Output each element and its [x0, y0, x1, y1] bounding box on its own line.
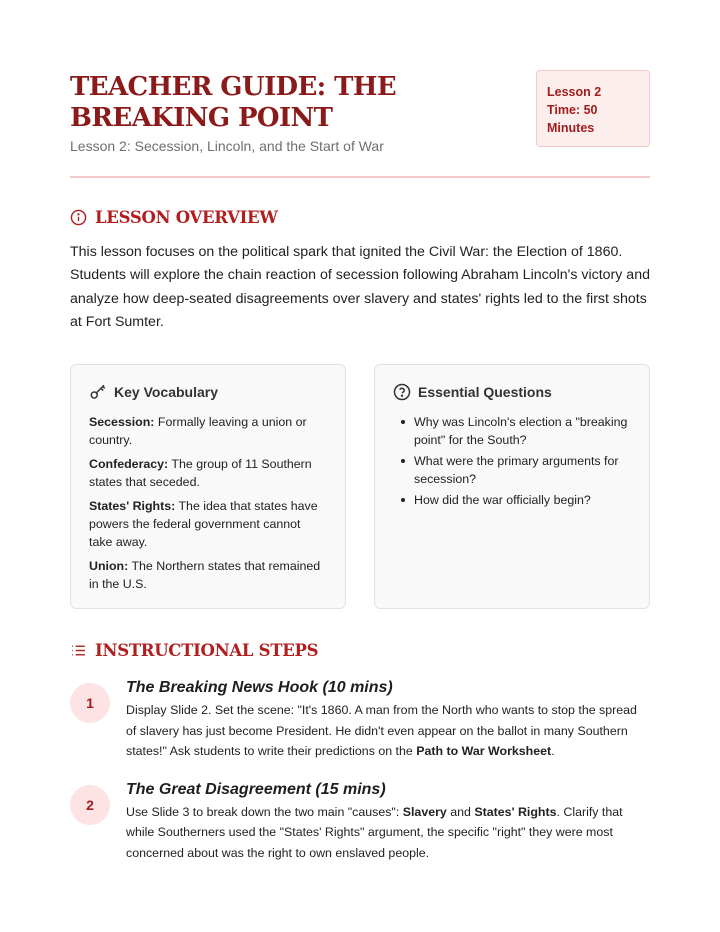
- step-text: and: [446, 804, 475, 819]
- vocabulary-item: [89, 557, 327, 593]
- step-body: [126, 802, 650, 864]
- questions-heading: Essential Questions: [393, 383, 631, 401]
- page-subtitle: Lesson 2: Secession, Lincoln, and the Start of War: [70, 138, 384, 154]
- lesson-number: Lesson 2: [547, 85, 602, 99]
- key-icon: [89, 383, 107, 401]
- step-title: The Breaking News Hook (10 mins): [126, 679, 393, 697]
- instruction-step: [70, 678, 650, 762]
- step-text: Display Slide 2. Set the scene: "It's 1860. A man from the North who wants to stop the spread of slavery has just become President. He didn't even appear on the ballot in many Southern states!" Ask students to write their predictions on the: [126, 703, 637, 759]
- vocabulary-item: [89, 497, 327, 551]
- steps-heading: [70, 641, 650, 660]
- steps-list: [70, 678, 650, 863]
- vocabulary-card: [70, 364, 346, 609]
- step-emphasis: Path to War Worksheet: [416, 744, 552, 759]
- vocabulary-definition: The Northern states that remained in the U.S.: [89, 559, 321, 592]
- vocabulary-term: Union:: [89, 559, 129, 574]
- question-item: How did the war officially begin?: [395, 491, 631, 509]
- question-circle-icon: [393, 383, 411, 401]
- lesson-meta-box: [536, 70, 650, 147]
- overview-paragraph: This lesson focuses on the political spark that ignited the Civil War: the Election of 1860. Students will explore the chain reaction of secession following Abraham Lincoln's victory and analyze how deep-seated disagreements over slavery and states' rights led to the first shots at Fort Sumter.: [70, 244, 650, 330]
- vocabulary-item: [89, 413, 327, 449]
- vocabulary-definition: The group of 11 Southern states that seceded.: [89, 457, 312, 490]
- step-title: The Great Disagreement (15 mins): [126, 780, 386, 798]
- step-number-badge: 2: [70, 785, 110, 825]
- instruction-step: [70, 780, 650, 864]
- step-text: . Clarify that while Southerners used the "States' Rights" argument, the specific "right" they were most concerned about was the right to own enslaved people.: [126, 804, 623, 860]
- vocabulary-item: [89, 455, 327, 491]
- header: [70, 0, 650, 178]
- vocabulary-term: Secession:: [89, 415, 155, 430]
- step-body: [126, 700, 650, 762]
- question-item: Why was Lincoln's election a "breaking point" for the South?: [395, 413, 631, 449]
- lesson-time: Time: 50 Minutes: [547, 103, 598, 135]
- vocabulary-term: Confederacy:: [89, 457, 169, 472]
- step-text: .: [551, 744, 555, 759]
- question-item: What were the primary arguments for secession?: [395, 452, 631, 488]
- info-icon: [70, 209, 87, 226]
- questions-list: [393, 413, 631, 509]
- vocabulary-list: [89, 413, 327, 593]
- steps-heading-text: INSTRUCTIONAL STEPS: [95, 641, 319, 661]
- overview-heading-text: LESSON OVERVIEW: [95, 208, 278, 227]
- step-emphasis: States' Rights: [474, 804, 557, 819]
- step-number-badge: 1: [70, 683, 110, 723]
- page-title: TEACHER GUIDE: THE BREAKING POINT: [70, 72, 397, 133]
- step-emphasis: Slavery: [402, 804, 447, 819]
- step-text: Use Slide 3 to break down the two main "causes":: [126, 804, 403, 819]
- overview-heading: [70, 208, 650, 227]
- vocabulary-term: States' Rights:: [89, 499, 176, 514]
- list-icon: [70, 642, 87, 659]
- info-cards: [70, 364, 650, 609]
- vocabulary-definition: Formally leaving a union or country.: [89, 415, 307, 448]
- vocabulary-heading: Key Vocabulary: [89, 383, 327, 401]
- vocabulary-definition: The idea that states have powers the federal government cannot take away.: [89, 499, 318, 550]
- questions-card: [374, 364, 650, 609]
